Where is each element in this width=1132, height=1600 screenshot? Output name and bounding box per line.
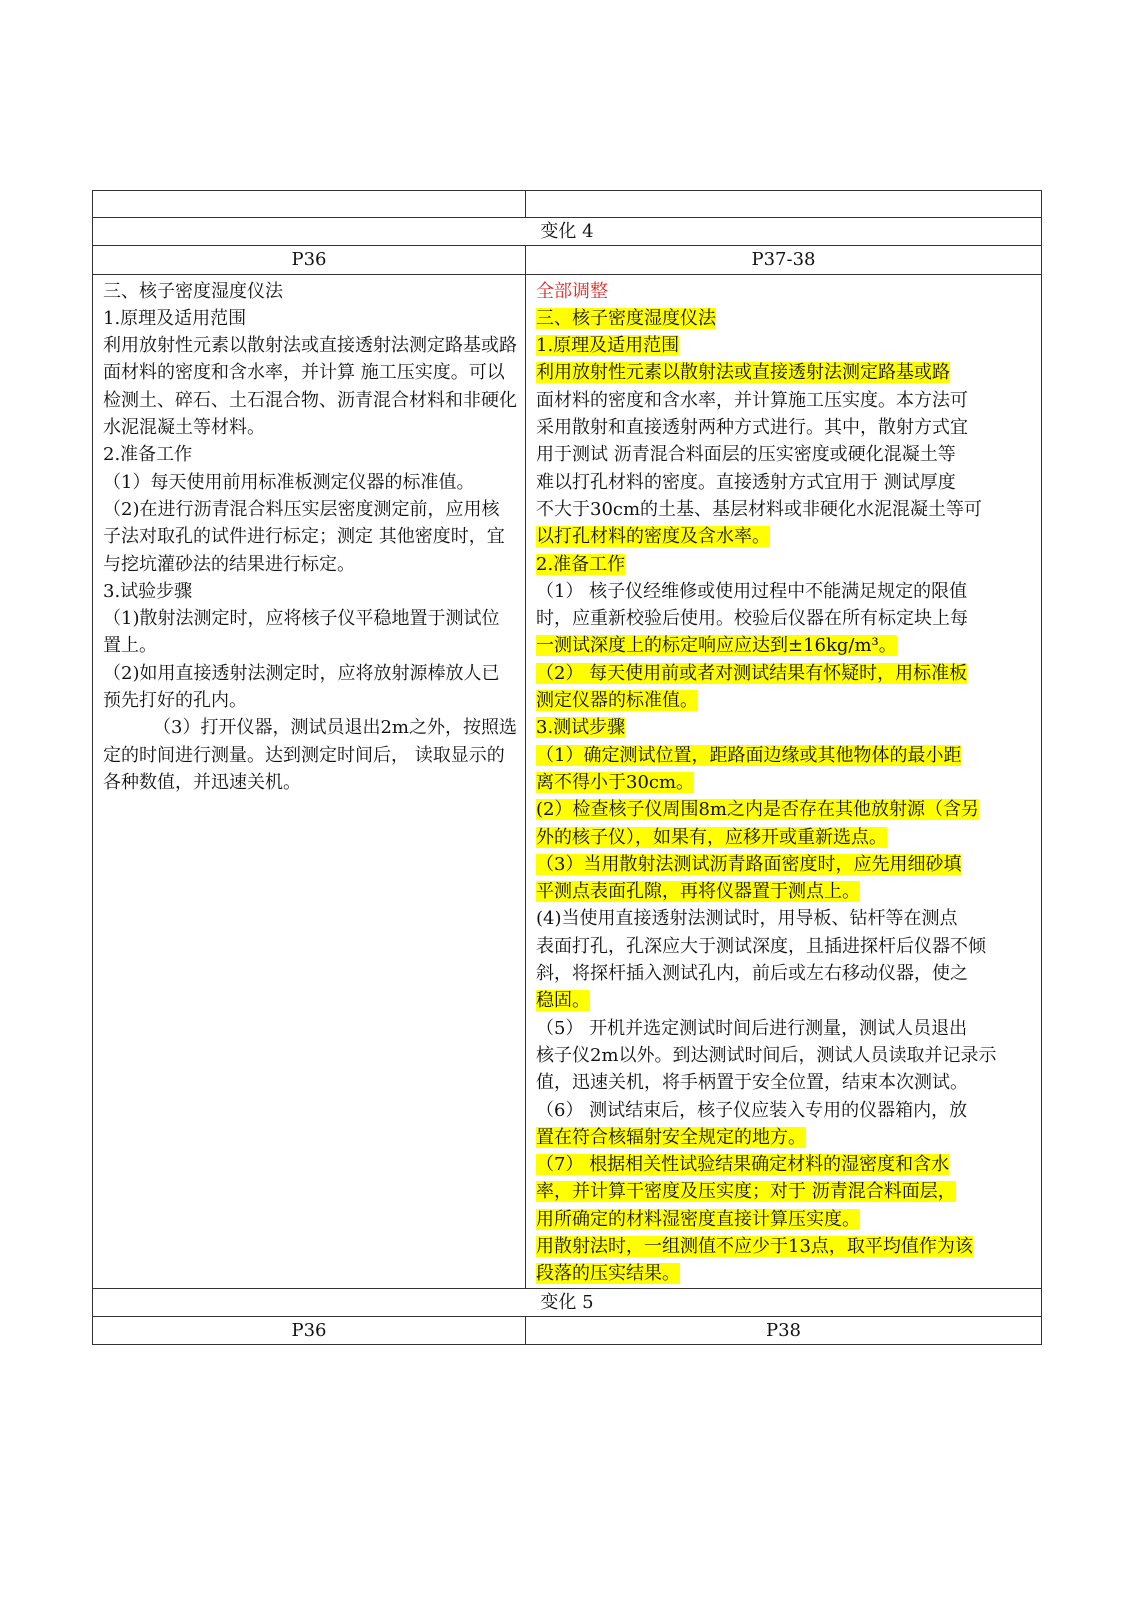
section-4-content-row [93,274,1042,1288]
old-text-line: （2)在进行沥青混合料压实层密度测定前，应用核子法对取孔的试件进行标定；测定 其他密度时，宜与挖坑灌砂法的结果进行标定。 [103,498,505,575]
new-text-line: (2）检查核子仪周围8m之内是否存在其他放射源（含另 [536,799,979,821]
table-row-empty [93,191,1042,218]
new-text-line: 核子仪2m以外。到达测试时间后，测试人员读取并记录示 [536,1044,997,1066]
old-text-line: （3）打开仪器，测试员退出2m之外，按照选定的时间进行测量。达到测定时间后， 读取显示的各种数值，并迅速关机。 [103,717,517,793]
new-text-line: （6） 测试结束后，核子仪应装入专用的仪器箱内，放 [536,1099,968,1121]
new-text-line: 稳固。 [536,990,590,1012]
new-text-line: （3）当用散射法测试沥青路面密度时，应先用细砂填 [536,853,962,875]
new-text-line: 率，并计算干密度及压实度；对于 沥青混合料面层， [536,1181,956,1203]
new-text-line: （5） 开机并选定测试时间后进行测量，测试人员退出 [536,1017,968,1039]
new-text-line: 值，迅速关机，将手柄置于安全位置，结束本次测试。 [536,1072,968,1094]
new-text-line: （1）确定测试位置，距路面边缘或其他物体的最小距 [536,744,962,766]
section-5-right-page: P38 [526,1316,1042,1344]
new-text-line: 表面打孔，孔深应大于测试深度，且插进探杆后仪器不倾 [536,935,986,957]
new-text-cell [526,274,1042,1288]
new-text-line: 3.测试步骤 [536,717,626,739]
section-5-title: 变化 5 [93,1288,1042,1316]
new-text-line: 一测试深度上的标定响应应达到±16kg/m³。 [536,635,897,657]
new-text-line: 测定仪器的标准值。 [536,690,698,712]
new-text-line: 斜，将探杆插入测试孔内，前后或左右移动仪器，使之 [536,963,968,985]
section-4-page-row [93,246,1042,274]
section-4-right-page: P37-38 [526,246,1042,274]
new-text-line: 用于测试 沥青混合料面层的压实密度或硬化混凝土等 [536,444,956,466]
old-text-line: 利用放射性元素以散射法或直接透射法测定路基或路面材料的密度和含水率，并计算 施工压实度。可以检测土、碎石、土石混合物、沥青混合材料和非硬化水泥混凝土等材料。 [103,335,517,439]
new-text-line: 难以打孔材料的密度。直接透射方式宜用于 测试厚度 [536,471,956,493]
new-text-line: （2） 每天使用前或者对测试结果有怀疑时，用标准板 [536,662,968,684]
empty-cell-left [93,191,526,218]
new-text-line: 以打孔材料的密度及含水率。 [536,526,770,548]
old-text-line: 3.试验步骤 [103,580,193,602]
old-text-line: 1.原理及适用范围 [103,307,247,329]
section-5-left-page: P36 [93,1316,526,1344]
new-text-line: 利用放射性元素以散射法或直接透射法测定路基或路 [536,362,950,384]
new-text-line: 置在符合核辐射安全规定的地方。 [536,1126,806,1148]
new-text-line: 外的核子仪），如果有，应移开或重新选点。 [536,826,887,848]
old-text-line: 三、核子密度湿度仪法 [103,280,283,302]
new-text-line: 时，应重新校验后使用。校验后仪器在所有标定块上每 [536,608,968,630]
section-5-title-row [93,1288,1042,1316]
new-text-line: 三、核子密度湿度仪法 [536,307,716,329]
section-4-title-row [93,218,1042,246]
section-4-left-page: P36 [93,246,526,274]
new-text-line: 1.原理及适用范围 [536,335,680,357]
new-text-line: 面材料的密度和含水率，并计算施工压实度。本方法可 [536,389,968,411]
new-text-line: 不大于30cm的土基、基层材料或非硬化水泥混凝土等可 [536,498,983,520]
section-5-page-row [93,1316,1042,1344]
new-text-line: 采用散射和直接透射两种方式进行。其中，散射方式宜 [536,417,968,439]
old-text-line: （2)如用直接透射法测定时，应将放射源棒放人已预先打好的孔内。 [103,662,500,712]
comparison-table [92,190,1042,1345]
new-text-line: 平测点表面孔隙，再将仪器置于测点上。 [536,881,860,903]
new-text-line: 2.准备工作 [536,553,626,575]
new-text-line: (4)当使用直接透射法测试时，用导板、钻杆等在测点 [536,908,958,930]
revision-note: 全部调整 [536,280,608,302]
new-text-line: 段落的压实结果。 [536,1263,680,1285]
section-4-title: 变化 4 [93,218,1042,246]
new-text-line: （7） 根据相关性试验结果确定材料的湿密度和含水 [536,1154,950,1176]
new-text-line: 用散射法时，一组测值不应少于13点，取平均值作为该 [536,1235,973,1257]
old-text-line: （1)散射法测定时，应将核子仪平稳地置于测试位置上。 [103,608,500,657]
old-text-line: 2.准备工作 [103,444,193,466]
old-text-cell [93,274,526,1288]
empty-cell-right [526,191,1042,218]
new-text-line: 离不得小于30cm。 [536,771,695,793]
old-text-line: （1）每天使用前用标准板测定仪器的标准值。 [103,471,475,493]
new-text-line: （1） 核子仪经维修或使用过程中不能满足规定的限值 [536,580,968,602]
new-text-line: 用所确定的材料湿密度直接计算压实度。 [536,1208,860,1230]
